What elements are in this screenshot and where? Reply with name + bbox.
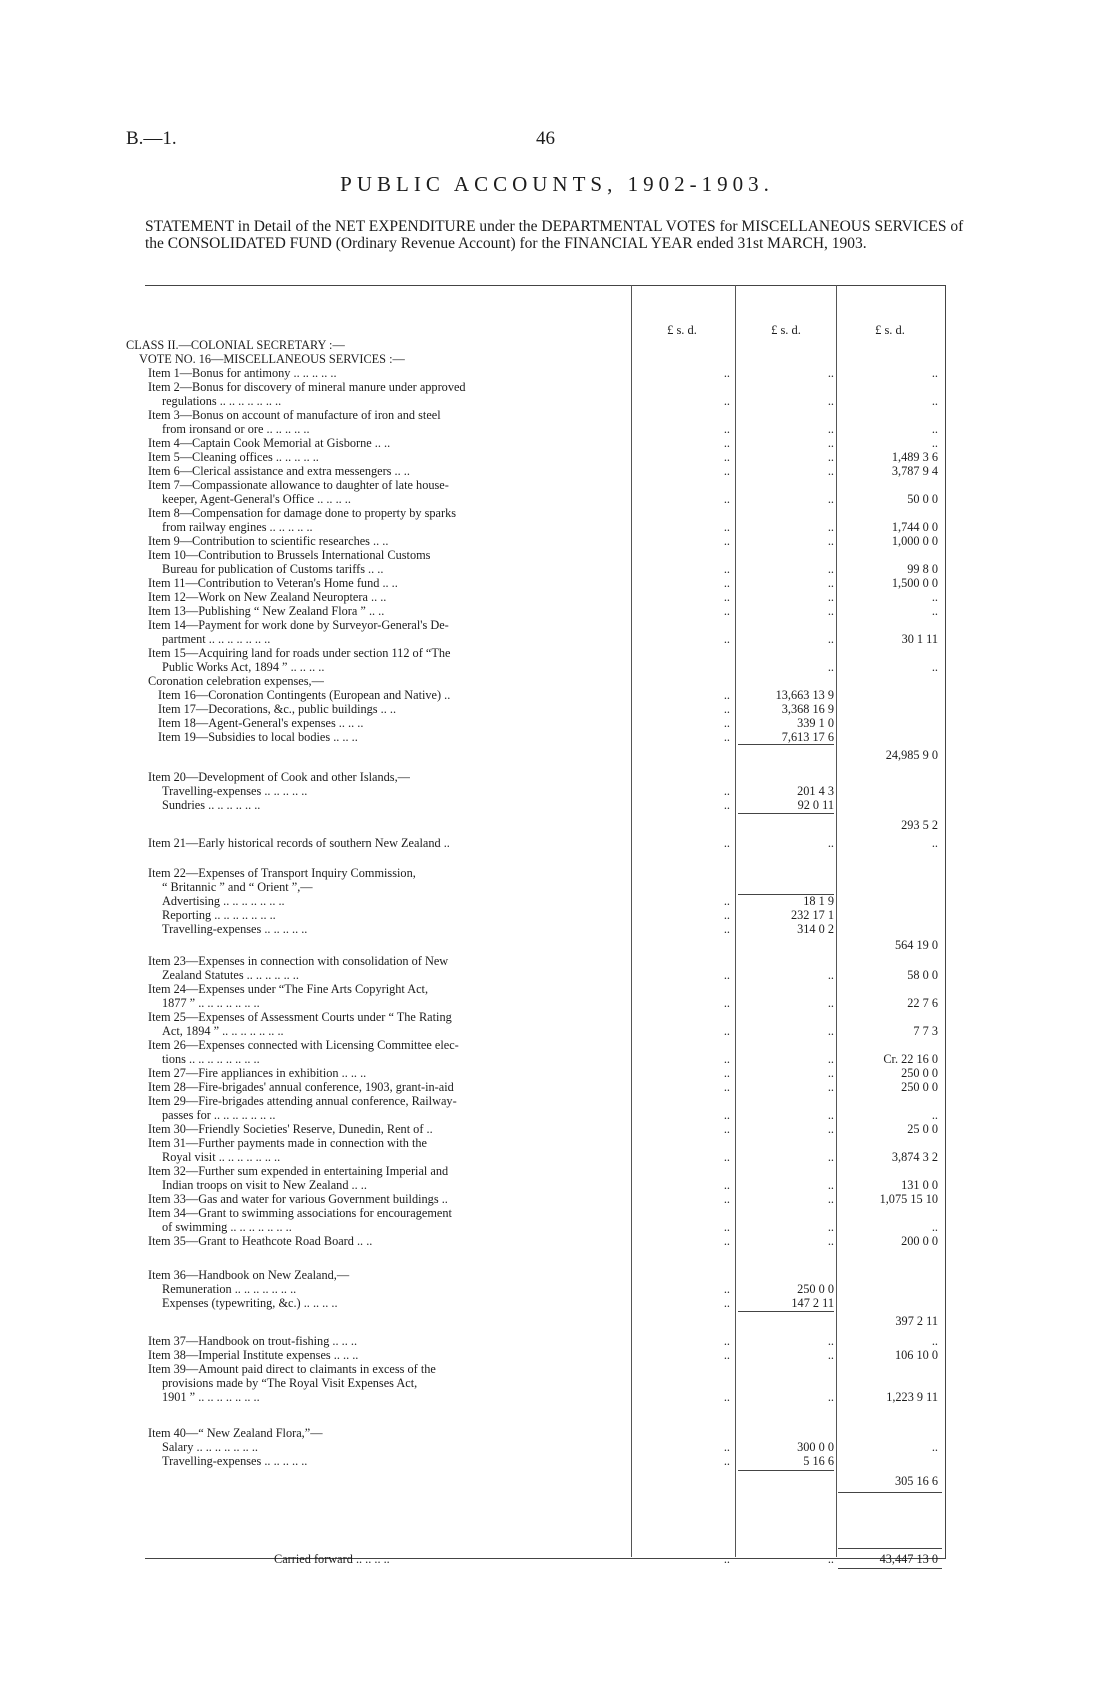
amount-c1: .. [723, 394, 730, 408]
amount-c1: .. [723, 894, 730, 908]
row-description: Bureau for publication of Customs tariffs .. .. [162, 562, 384, 576]
table-row [0, 784, 1114, 798]
row-description: Item 33—Gas and water for various Government buildings .. [148, 1192, 448, 1206]
amount-c2: .. [827, 590, 834, 604]
row-description: Travelling-expenses .. .. .. .. .. [162, 1454, 308, 1468]
amount-c1: .. [723, 1178, 730, 1192]
table-row [0, 996, 1114, 1010]
table-row [0, 548, 1114, 562]
amount-c2: .. [827, 450, 834, 464]
table-row [0, 954, 1114, 968]
row-description: Carried forward .. .. .. .. [274, 1552, 390, 1566]
amount-c3: 200 0 0 [901, 1234, 938, 1248]
row-description: Item 31—Further payments made in connection with the [148, 1136, 428, 1150]
table-row [0, 922, 1114, 936]
amount-c3: .. [931, 422, 938, 436]
row-description: regulations .. .. .. .. .. .. .. [162, 394, 282, 408]
table-row [0, 1024, 1114, 1038]
row-description: Royal visit .. .. .. .. .. .. .. [162, 1150, 281, 1164]
amount-c1: .. [723, 1390, 730, 1404]
row-description: Item 25—Expenses of Assessment Courts under “ The Rating [148, 1010, 452, 1024]
page-number: 46 [536, 128, 555, 149]
amount-c3: 106 10 0 [894, 1348, 938, 1362]
table-row [0, 688, 1114, 702]
table-row [0, 520, 1114, 534]
amount-c3: 7 7 3 [913, 1024, 938, 1038]
amount-c3: .. [931, 1334, 938, 1348]
amount-c2: .. [827, 660, 834, 674]
amount-c2: .. [827, 576, 834, 590]
row-description: Item 28—Fire-brigades' annual conference, 1903, grant-in-aid [148, 1080, 454, 1094]
row-description: Item 6—Clerical assistance and extra messengers .. .. [148, 464, 410, 478]
amount-c2: 250 0 0 [797, 1282, 834, 1296]
table-row [0, 338, 1114, 352]
row-description: from ironsand or ore .. .. .. .. .. [162, 422, 310, 436]
row-description: Item 29—Fire-brigades attending annual conference, Railway- [148, 1094, 457, 1108]
amount-c1: .. [723, 922, 730, 936]
row-description: Sundries .. .. .. .. .. .. [162, 798, 261, 812]
amount-c2: .. [827, 1052, 834, 1066]
amount-c2: 339 1 0 [797, 716, 834, 730]
amount-c3: 250 0 0 [901, 1066, 938, 1080]
table-row [0, 618, 1114, 632]
amount-c1: .. [723, 1052, 730, 1066]
amount-c1: .. [723, 1440, 730, 1454]
row-description: Item 14—Payment for work done by Surveyor-General's De- [148, 618, 449, 632]
row-description: Item 34—Grant to swimming associations for encouragement [148, 1206, 452, 1220]
row-description: Item 13—Publishing “ New Zealand Flora ” .. .. [148, 604, 385, 618]
amount-c3: .. [931, 1440, 938, 1454]
row-description: Item 40—“ New Zealand Flora,”— [148, 1426, 323, 1440]
table-row [0, 674, 1114, 688]
row-description: Item 39—Amount paid direct to claimants in excess of the [148, 1362, 436, 1376]
amount-c3: 1,223 9 11 [886, 1390, 938, 1404]
table-row [0, 408, 1114, 422]
amount-c2: .. [827, 632, 834, 646]
amount-c2: .. [827, 604, 834, 618]
subtotal-rule [838, 1492, 942, 1493]
amount-c2: .. [827, 1390, 834, 1404]
table-row [0, 1440, 1114, 1454]
row-description: Act, 1894 ” .. .. .. .. .. .. .. [162, 1024, 284, 1038]
row-description: Item 16—Coronation Contingents (European and Native) .. [158, 688, 451, 702]
row-description: keeper, Agent-General's Office .. .. .. .. [162, 492, 351, 506]
amount-c3: 305 16 6 [894, 1474, 938, 1488]
table-row [0, 1334, 1114, 1348]
amount-c3: 3,874 3 2 [891, 1150, 938, 1164]
table-row [0, 730, 1114, 744]
table-row [0, 632, 1114, 646]
amount-c3: .. [931, 590, 938, 604]
row-description: Item 2—Bonus for discovery of mineral manure under approved [148, 380, 466, 394]
table-row [0, 702, 1114, 716]
amount-c1: .. [723, 730, 730, 744]
table-row [0, 982, 1114, 996]
row-description: Item 15—Acquiring land for roads under section 112 of “The [148, 646, 451, 660]
row-description: “ Britannic ” and “ Orient ”,— [162, 880, 313, 894]
amount-c3: 1,500 0 0 [891, 576, 938, 590]
amount-c2: .. [827, 968, 834, 982]
amount-c3: 99 8 0 [907, 562, 938, 576]
subtotal-rule [838, 1568, 942, 1569]
amount-c2: .. [827, 520, 834, 534]
amount-c1: .. [723, 590, 730, 604]
table-row [0, 1122, 1114, 1136]
row-description: Item 7—Compassionate allowance to daughter of late house- [148, 478, 449, 492]
table-row [0, 464, 1114, 478]
row-description: Item 9—Contribution to scientific researches .. .. [148, 534, 389, 548]
row-description: Expenses (typewriting, &c.) .. .. .. .. [162, 1296, 338, 1310]
row-description: CLASS II.—COLONIAL SECRETARY :— [126, 338, 345, 352]
amount-c3: 131 0 0 [901, 1178, 938, 1192]
subtotal-rule [738, 813, 834, 814]
amount-c2: 5 16 6 [803, 1454, 834, 1468]
row-description: Item 27—Fire appliances in exhibition .. .. .. [148, 1066, 367, 1080]
amount-c2: 13,663 13 9 [775, 688, 834, 702]
row-description: partment .. .. .. .. .. .. .. [162, 632, 271, 646]
amount-c3: 293 5 2 [901, 818, 938, 832]
table-row [0, 450, 1114, 464]
table-row [0, 1192, 1114, 1206]
amount-c1: .. [723, 1454, 730, 1468]
amount-c1: .. [723, 836, 730, 850]
row-description: passes for .. .. .. .. .. .. .. [162, 1108, 276, 1122]
amount-c3: 1,075 15 10 [879, 1192, 938, 1206]
table-row [0, 1234, 1114, 1248]
amount-c1: .. [723, 366, 730, 380]
amount-c3: 24,985 9 0 [885, 748, 938, 762]
amount-c2: .. [827, 1024, 834, 1038]
subtotal-rule [738, 894, 834, 895]
table-row [0, 716, 1114, 730]
amount-c1: .. [723, 1552, 730, 1566]
table-row [0, 604, 1114, 618]
row-description: Reporting .. .. .. .. .. .. .. [162, 908, 276, 922]
amount-c3: 250 0 0 [901, 1080, 938, 1094]
statement-subtitle: STATEMENT in Detail of the NET EXPENDITURE under the DEPARTMENTAL VOTES for MISCELLANEOUS SERVICES of the CONSOLIDATED FUND (Ordinary Revenue Account) for the FINANCIAL YEAR ended 31st MARCH, 1903. [145, 218, 964, 252]
table-row [0, 1136, 1114, 1150]
table-row [0, 1150, 1114, 1164]
table-row [0, 1474, 1114, 1488]
row-description: Indian troops on visit to New Zealand .. .. [162, 1178, 367, 1192]
row-description: Item 19—Subsidies to local bodies .. .. .. [158, 730, 358, 744]
amount-c3: .. [931, 366, 938, 380]
row-description: Coronation celebration expenses,— [148, 674, 324, 688]
document-code: B.—1. [126, 128, 177, 149]
table-row [0, 1052, 1114, 1066]
table-row [0, 880, 1114, 894]
table-row [0, 1206, 1114, 1220]
amount-c2: .. [827, 394, 834, 408]
row-description: Item 17—Decorations, &c., public buildings .. .. [158, 702, 397, 716]
row-description: from railway engines .. .. .. .. .. [162, 520, 313, 534]
table-row [0, 1066, 1114, 1080]
table-row [0, 590, 1114, 604]
amount-c2: .. [827, 464, 834, 478]
amount-c1: .. [723, 422, 730, 436]
page-title: PUBLIC ACCOUNTS, 1902-1903. [340, 172, 774, 196]
amount-c1: .. [723, 562, 730, 576]
row-description: Advertising .. .. .. .. .. .. .. [162, 894, 285, 908]
amount-c3: Cr. 22 16 0 [883, 1052, 938, 1066]
row-description: Item 3—Bonus on account of manufacture of iron and steel [148, 408, 441, 422]
table-row [0, 1282, 1114, 1296]
amount-c2: .. [827, 1348, 834, 1362]
table-row [0, 1164, 1114, 1178]
amount-c2: .. [827, 1150, 834, 1164]
amount-c1: .. [723, 798, 730, 812]
table-row [0, 1010, 1114, 1024]
amount-c1: .. [723, 1024, 730, 1038]
amount-c2: 147 2 11 [791, 1296, 834, 1310]
table-row [0, 1220, 1114, 1234]
amount-c1: .. [723, 1348, 730, 1362]
table-row [0, 1426, 1114, 1440]
amount-c3: .. [931, 1108, 938, 1122]
table-row [0, 1454, 1114, 1468]
amount-c2: .. [827, 1178, 834, 1192]
row-description: Item 24—Expenses under “The Fine Arts Copyright Act, [148, 982, 429, 996]
table-row [0, 380, 1114, 394]
row-description: Item 10—Contribution to Brussels International Customs [148, 548, 431, 562]
amount-c1: .. [723, 1150, 730, 1164]
row-description: Item 26—Expenses connected with Licensing Committee elec- [148, 1038, 459, 1052]
amount-c2: .. [827, 1334, 834, 1348]
amount-c2: 3,368 16 9 [781, 702, 834, 716]
amount-c3: .. [931, 836, 938, 850]
table-row [0, 908, 1114, 922]
row-description: VOTE NO. 16—MISCELLANEOUS SERVICES :— [139, 352, 405, 366]
table-row [0, 1108, 1114, 1122]
amount-c1: .. [723, 534, 730, 548]
table-row [0, 1314, 1114, 1328]
table-row [0, 938, 1114, 952]
row-description: provisions made by “The Royal Visit Expenses Act, [162, 1376, 418, 1390]
amount-c3: .. [931, 604, 938, 618]
amount-c1: .. [723, 450, 730, 464]
table-row [0, 968, 1114, 982]
table-row [0, 798, 1114, 812]
row-description: Item 35—Grant to Heathcote Road Board .. .. [148, 1234, 373, 1248]
table-row [0, 1348, 1114, 1362]
amount-c2: 92 0 11 [797, 798, 834, 812]
table-row [0, 1376, 1114, 1390]
table-row [0, 1268, 1114, 1282]
amount-c1: .. [723, 1234, 730, 1248]
amount-c3: .. [931, 1220, 938, 1234]
row-description: Item 12—Work on New Zealand Neuroptera .. .. [148, 590, 387, 604]
row-description: Item 11—Contribution to Veteran's Home fund .. .. [148, 576, 398, 590]
table-row [0, 866, 1114, 880]
amount-c2: .. [827, 836, 834, 850]
row-description: Item 38—Imperial Institute expenses .. .. .. [148, 1348, 359, 1362]
table-row [0, 770, 1114, 784]
amount-c1: .. [723, 996, 730, 1010]
table-row [0, 1498, 1114, 1512]
amount-c1: .. [723, 688, 730, 702]
amount-c3: 50 0 0 [907, 492, 938, 506]
amount-c3: .. [931, 660, 938, 674]
table-row [0, 836, 1114, 850]
row-description: Item 18—Agent-General's expenses .. .. .. [158, 716, 364, 730]
table-row [0, 394, 1114, 408]
row-description: Item 22—Expenses of Transport Inquiry Commission, [148, 866, 416, 880]
amount-c1: .. [723, 908, 730, 922]
amount-c1: .. [723, 1296, 730, 1310]
table-row [0, 1248, 1114, 1262]
table-row [0, 576, 1114, 590]
table-row [0, 1552, 1114, 1566]
table-row [0, 748, 1114, 762]
amount-c1: .. [723, 576, 730, 590]
amount-c1: .. [723, 1108, 730, 1122]
row-description: 1901 ” .. .. .. .. .. .. .. [162, 1390, 260, 1404]
amount-c2: .. [827, 996, 834, 1010]
amount-c3: 564 19 0 [894, 938, 938, 952]
amount-c1: .. [723, 1192, 730, 1206]
amount-c1: .. [723, 492, 730, 506]
amount-c1: .. [723, 632, 730, 646]
row-description: Travelling-expenses .. .. .. .. .. [162, 922, 308, 936]
table-row [0, 366, 1114, 380]
amount-c2: .. [827, 1552, 834, 1566]
table-row [0, 660, 1114, 674]
column-header: £ s. d. [875, 323, 905, 337]
amount-c3: .. [931, 436, 938, 450]
row-description: 1877 ” .. .. .. .. .. .. .. [162, 996, 260, 1010]
amount-c3: 1,489 3 6 [891, 450, 938, 464]
amount-c2: .. [827, 366, 834, 380]
amount-c1: .. [723, 1122, 730, 1136]
table-row [0, 352, 1114, 366]
table-row [0, 1178, 1114, 1192]
row-description: Travelling-expenses .. .. .. .. .. [162, 784, 308, 798]
amount-c1: .. [723, 436, 730, 450]
table-row [0, 492, 1114, 506]
subtotal-rule [738, 1470, 834, 1471]
row-description: Item 23—Expenses in connection with consolidation of New [148, 954, 449, 968]
row-description: Item 37—Handbook on trout-fishing .. .. .. [148, 1334, 358, 1348]
table-row [0, 1362, 1114, 1376]
amount-c1: .. [723, 604, 730, 618]
subtotal-rule [738, 744, 834, 745]
amount-c2: 314 0 2 [797, 922, 834, 936]
table-row [0, 818, 1114, 832]
table-row [0, 506, 1114, 520]
amount-c3: 25 0 0 [907, 1122, 938, 1136]
row-description: Item 21—Early historical records of southern New Zealand .. [148, 836, 450, 850]
table-row [0, 1038, 1114, 1052]
row-description: Item 20—Development of Cook and other Islands,— [148, 770, 410, 784]
table-row [0, 1412, 1114, 1426]
table-row [0, 646, 1114, 660]
amount-c2: .. [827, 1080, 834, 1094]
row-description: Item 30—Friendly Societies' Reserve, Dunedin, Rent of .. [148, 1122, 433, 1136]
row-description: Item 36—Handbook on New Zealand,— [148, 1268, 350, 1282]
row-description: Remuneration .. .. .. .. .. .. .. [162, 1282, 297, 1296]
amount-c1: .. [723, 1282, 730, 1296]
row-description: of swimming .. .. .. .. .. .. .. [162, 1220, 292, 1234]
row-description: Item 4—Captain Cook Memorial at Gisborne .. .. [148, 436, 391, 450]
amount-c3: .. [931, 394, 938, 408]
row-description: Item 8—Compensation for damage done to property by sparks [148, 506, 457, 520]
row-description: Salary .. .. .. .. .. .. .. [162, 1440, 258, 1454]
row-description: Item 1—Bonus for antimony .. .. .. .. .. [148, 366, 337, 380]
amount-c3: 58 0 0 [907, 968, 938, 982]
amount-c1: .. [723, 464, 730, 478]
amount-c3: 43,447 13 0 [879, 1552, 938, 1566]
table-row [0, 1390, 1114, 1404]
amount-c2: .. [827, 436, 834, 450]
row-description: Public Works Act, 1894 ” .. .. .. .. [162, 660, 325, 674]
amount-c3: 30 1 11 [901, 632, 938, 646]
amount-c3: 3,787 9 4 [891, 464, 938, 478]
table-row [0, 422, 1114, 436]
column-header: £ s. d. [667, 323, 697, 337]
amount-c3: 1,000 0 0 [891, 534, 938, 548]
amount-c1: .. [723, 784, 730, 798]
amount-c1: .. [723, 1220, 730, 1234]
row-description: Item 32—Further sum expended in entertaining Imperial and [148, 1164, 449, 1178]
row-description: Zealand Statutes .. .. .. .. .. .. [162, 968, 299, 982]
amount-c2: .. [827, 1234, 834, 1248]
amount-c2: .. [827, 1220, 834, 1234]
subtotal-rule [838, 1548, 942, 1549]
row-description: tions .. .. .. .. .. .. .. .. [162, 1052, 260, 1066]
amount-c2: 201 4 3 [797, 784, 834, 798]
amount-c2: 18 1 9 [803, 894, 834, 908]
table-row [0, 562, 1114, 576]
subtotal-rule [738, 1311, 834, 1312]
amount-c3: 1,744 0 0 [891, 520, 938, 534]
table-row [0, 852, 1114, 866]
amount-c2: .. [827, 562, 834, 576]
amount-c1: .. [723, 702, 730, 716]
table-row [0, 534, 1114, 548]
amount-c1: .. [723, 1080, 730, 1094]
amount-c2: 300 0 0 [797, 1440, 834, 1454]
table-row [0, 478, 1114, 492]
amount-c2: .. [827, 1122, 834, 1136]
table-row [0, 1080, 1114, 1094]
table-row [0, 894, 1114, 908]
amount-c2: .. [827, 1108, 834, 1122]
amount-c1: .. [723, 968, 730, 982]
amount-c2: .. [827, 534, 834, 548]
table-row [0, 1094, 1114, 1108]
amount-c2: .. [827, 1192, 834, 1206]
amount-c2: 232 17 1 [790, 908, 834, 922]
amount-c1: .. [723, 1334, 730, 1348]
amount-c1: .. [723, 716, 730, 730]
row-description: Item 5—Cleaning offices .. .. .. .. .. [148, 450, 319, 464]
amount-c2: .. [827, 422, 834, 436]
amount-c2: .. [827, 492, 834, 506]
amount-c3: 397 2 11 [895, 1314, 938, 1328]
column-header: £ s. d. [771, 323, 801, 337]
amount-c1: .. [723, 1066, 730, 1080]
amount-c2: 7,613 17 6 [781, 730, 834, 744]
table-row [0, 436, 1114, 450]
amount-c2: .. [827, 1066, 834, 1080]
table-row [0, 1296, 1114, 1310]
amount-c3: 22 7 6 [907, 996, 938, 1010]
amount-c1: .. [723, 520, 730, 534]
